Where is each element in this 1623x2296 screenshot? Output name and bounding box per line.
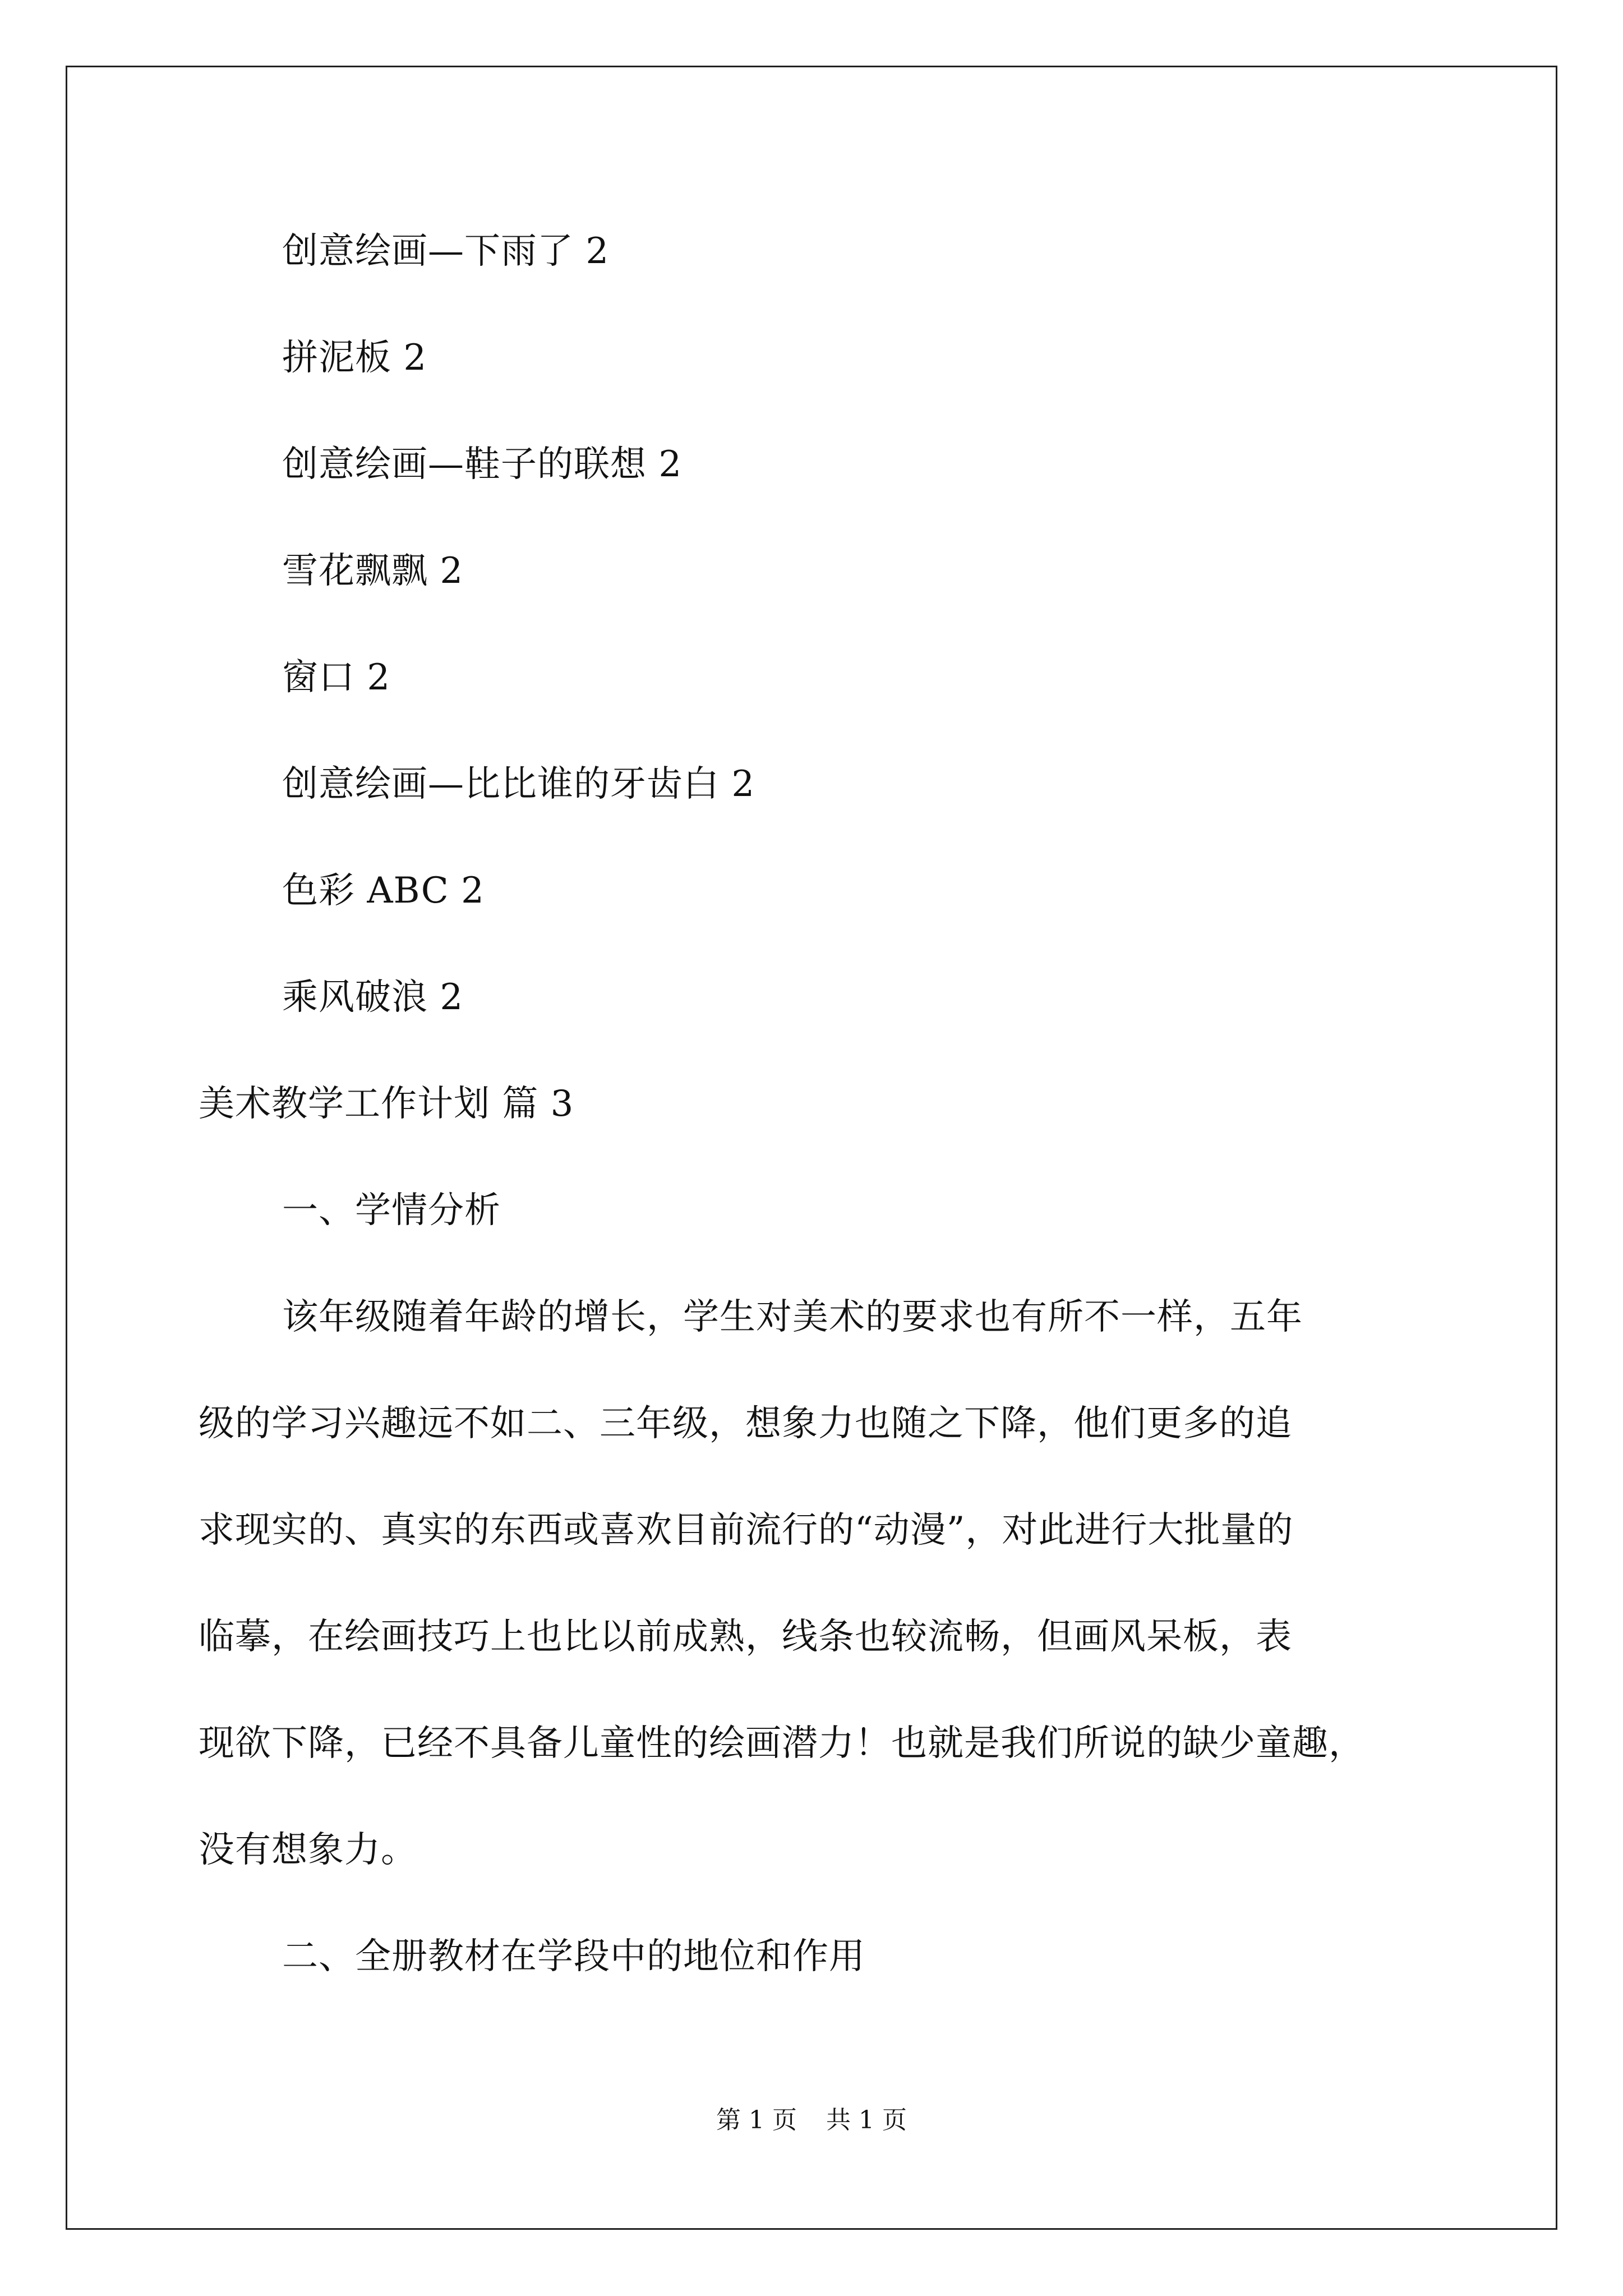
page-total: 共 1 页 [826,2106,907,2134]
page-border [66,66,1557,2230]
paragraph-line: 现欲下降，已经不具备儿童性的绘画潜力！也就是我们所说的缺少童趣， [199,1723,1365,1764]
paragraph-line: 临摹，在绘画技巧上也比以前成熟，线条也较流畅，但画风呆板，表 [199,1616,1292,1658]
list-item: 色彩 ABC 2 [282,870,485,912]
paragraph-line: 没有想象力。 [199,1829,417,1871]
paragraph-line: 级的学习兴趣远不如二、三年级，想象力也随之下降，他们更多的追 [199,1403,1292,1444]
list-item: 创意绘画—下雨了 2 [282,231,610,272]
paragraph-line: 求现实的、真实的东西或喜欢目前流行的“动漫”，对此进行大批量的 [199,1510,1294,1551]
list-item: 乘风破浪 2 [282,977,464,1018]
list-item: 创意绘画—比比谁的牙齿白 2 [282,763,755,805]
section-title: 美术教学工作计划 篇 3 [199,1083,574,1125]
list-item: 拼泥板 2 [282,337,427,379]
page-footer [0,2105,1623,2136]
heading-textbook-role: 二、全册教材在学段中的地位和作用 [282,1936,865,1977]
paragraph-line: 该年级随着年龄的增长，学生对美术的要求也有所不一样，五年 [282,1296,1303,1338]
heading-analysis: 一、学情分析 [282,1190,501,1231]
list-item: 窗口 2 [282,657,391,698]
list-item: 雪花飘飘 2 [282,550,464,592]
list-item: 创意绘画—鞋子的联想 2 [282,444,683,485]
page-number: 第 1 页 [716,2106,797,2134]
